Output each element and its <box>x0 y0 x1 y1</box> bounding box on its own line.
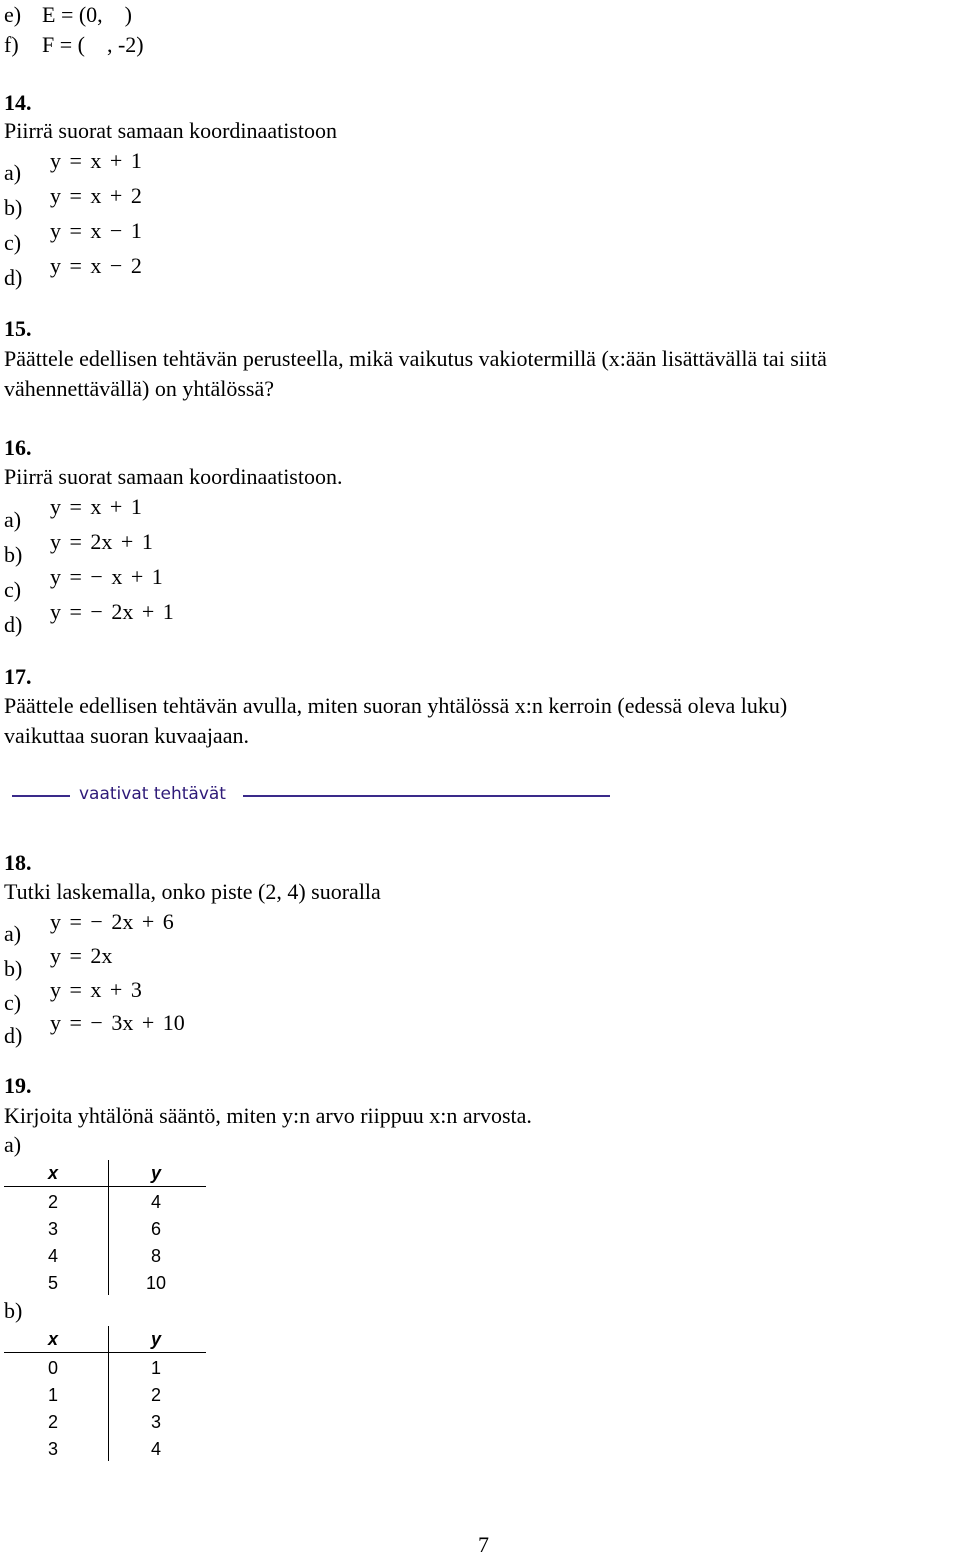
exercise-14-number: 14. <box>4 90 32 115</box>
table-header-y: y <box>150 1163 161 1183</box>
table-cell: 0 <box>47 1358 58 1378</box>
exercise-18-equation-d: y = − 3x + 10 <box>50 1010 185 1035</box>
exercise-18-number: 18. <box>4 850 32 875</box>
exercise-15-number: 15. <box>4 316 32 341</box>
page-number: 7 <box>478 1532 489 1557</box>
exercise-17-line1: Päättele edellisen tehtävän avulla, miten suoran yhtälössä x:n kerroin (edessä oleva luku) <box>4 693 788 718</box>
section-rule-right <box>243 795 610 797</box>
value-table-a <box>4 1160 206 1295</box>
exercise-14-equation-b: y = x + 2 <box>50 183 142 208</box>
table-cell: 10 <box>145 1273 167 1293</box>
table-divider <box>108 1160 109 1295</box>
item-label-e: e) <box>4 2 22 27</box>
table-cell: 4 <box>47 1246 58 1266</box>
exercise-18-prompt: Tutki laskemalla, onko piste (2, 4) suoralla <box>4 879 381 904</box>
table-cell: 1 <box>150 1358 161 1378</box>
table-header-x: x <box>47 1163 58 1183</box>
exercise-14-equation-d: y = x − 2 <box>50 253 142 278</box>
exercise-16-equation-c: y = − x + 1 <box>50 564 163 589</box>
exercise-16-label-d: d) <box>4 612 23 637</box>
exercise-18-equation-b: y = 2x <box>50 943 113 968</box>
exercise-16-label-c: c) <box>4 577 22 602</box>
exercise-16-label-a: a) <box>4 507 22 532</box>
table-cell: 2 <box>47 1412 58 1432</box>
table-cell: 4 <box>150 1192 161 1212</box>
table-cell: 3 <box>150 1412 161 1432</box>
exercise-14-label-d: d) <box>4 265 23 290</box>
table-cell: 6 <box>150 1219 161 1239</box>
exercise-19-prompt: Kirjoita yhtälönä sääntö, miten y:n arvo riippuu x:n arvosta. <box>4 1103 532 1128</box>
table-cell: 4 <box>150 1439 161 1459</box>
table-cell: 5 <box>47 1273 58 1293</box>
exercise-14-label-c: c) <box>4 230 22 255</box>
exercise-16-equation-a: y = x + 1 <box>50 494 142 519</box>
table-cell: 2 <box>150 1385 161 1405</box>
exercise-19-number: 19. <box>4 1073 32 1098</box>
table-cell: 2 <box>47 1192 58 1212</box>
exercise-16-equation-d: y = − 2x + 1 <box>50 599 174 624</box>
exercise-18-label-b: b) <box>4 956 23 981</box>
table-cell: 3 <box>47 1219 58 1239</box>
exercise-14-equation-c: y = x − 1 <box>50 218 142 243</box>
exercise-18-equation-a: y = − 2x + 6 <box>50 909 174 934</box>
exercise-18-equation-c: y = x + 3 <box>50 977 142 1002</box>
exercise-14-label-a: a) <box>4 160 22 185</box>
table-header-rule <box>4 1186 206 1187</box>
exercise-17-line2: vaikuttaa suoran kuvaajaan. <box>4 723 249 748</box>
exercise-14-prompt: Piirrä suorat samaan koordinaatistoon <box>4 118 337 143</box>
section-rule-left <box>12 795 70 797</box>
table-cell: 1 <box>47 1385 58 1405</box>
exercise-14-label-b: b) <box>4 195 23 220</box>
exercise-16-prompt: Piirrä suorat samaan koordinaatistoon. <box>4 464 343 489</box>
table-cell: 8 <box>150 1246 161 1266</box>
table-divider <box>108 1326 109 1461</box>
table-header-y: y <box>150 1329 161 1349</box>
exercise-14-equation-a: y = x + 1 <box>50 148 142 173</box>
exercise-18-label-d: d) <box>4 1023 23 1048</box>
table-a-label: a) <box>4 1132 22 1157</box>
value-table-b <box>4 1326 206 1461</box>
exercise-15-line1: Päättele edellisen tehtävän perusteella, mikä vaikutus vakiotermillä (x:ään lisättävällä tai siitä <box>4 346 827 371</box>
table-header-x: x <box>47 1329 58 1349</box>
item-text-f: F = ( , -2) <box>42 32 144 57</box>
exercise-17-number: 17. <box>4 664 32 689</box>
item-label-f: f) <box>4 32 19 57</box>
item-text-e: E = (0, ) <box>42 2 132 27</box>
table-cell: 3 <box>47 1439 58 1459</box>
exercise-15-line2: vähennettävällä) on yhtälössä? <box>4 376 275 401</box>
exercise-16-equation-b: y = 2x + 1 <box>50 529 153 554</box>
exercise-16-label-b: b) <box>4 542 23 567</box>
table-header-rule <box>4 1352 206 1353</box>
table-b-label: b) <box>4 1298 23 1323</box>
section-title: vaativat tehtävät <box>79 784 226 804</box>
exercise-18-label-a: a) <box>4 921 22 946</box>
exercise-18-label-c: c) <box>4 990 22 1015</box>
exercise-16-number: 16. <box>4 435 32 460</box>
